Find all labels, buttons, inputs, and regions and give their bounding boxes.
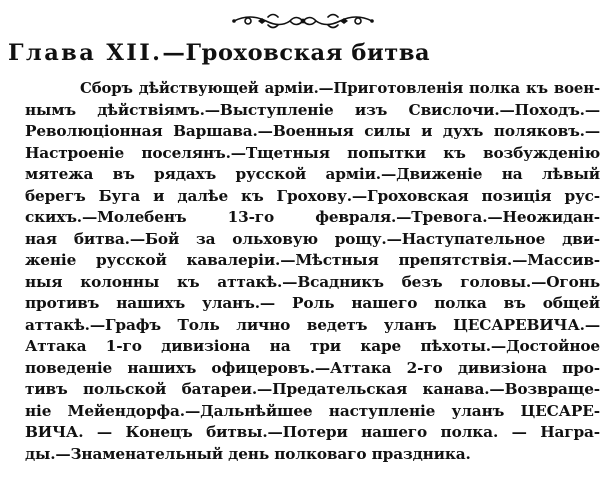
summary-line: противъ нашихъ уланъ.— Роль нашего полка въ общей: [25, 294, 600, 312]
decorative-ornament-icon: [228, 8, 378, 34]
summary-line: аттакѣ.—Графъ Толь лично ведетъ уланъ ЦЕСАРЕВИЧА.—: [25, 315, 600, 334]
chapter-label: Глава XII.: [8, 40, 163, 66]
summary-line: ныя колонны къ аттакѣ.—Всадникъ безъ головы.—Огонь: [25, 272, 600, 291]
chapter-heading: [8, 40, 598, 66]
summary-line: Настроенiе поселянъ.—Тщетныя попытки къ возбужденiю: [25, 143, 600, 162]
summary-line: ВИЧА. — Конецъ битвы.—Потери нашего полка. — Награ-: [25, 423, 600, 441]
summary-line: ды.—Знаменательный день полковаго праздника.: [25, 444, 471, 463]
chapter-summary: [25, 78, 600, 465]
summary-line: Сборъ дѣйствующей армiи.—Приготовленiя полка къ воен-: [80, 79, 600, 97]
summary-line: Аттака 1-го дивизiона на три каре пѣхоты.—Достойное: [25, 337, 600, 355]
summary-line: мятежа въ рядахъ русской армiи.—Движенiе на лѣвый: [25, 165, 600, 183]
summary-line: нiе Мейендорфа.—Дальнѣйшее наступленiе уланъ ЦЕСАРЕ-: [25, 401, 600, 420]
summary-line: скихъ.—Молебенъ 13-го февраля.—Тревога.—Неожидан-: [25, 208, 600, 226]
summary-line: тивъ польской батареи.—Предательская канава.—Возвраще-: [25, 380, 600, 398]
chapter-title-text: —Гроховская битва: [162, 40, 431, 66]
summary-line: ная битва.—Бой за ольховую рощу.—Наступательное дви-: [25, 229, 600, 248]
summary-line: нымъ дѣйствiямъ.—Выступленiе изъ Свислочи.—Походъ.—: [25, 100, 600, 119]
summary-line: женiе русской кавалерiи.—Мѣстныя препятствiя.—Массив-: [25, 251, 600, 269]
summary-line: Революцiонная Варшава.—Военныя силы и духъ поляковъ.—: [25, 122, 600, 140]
summary-line: поведенiе нашихъ офицеровъ.—Аттака 2-го дивизiона про-: [25, 358, 600, 377]
summary-line: берегъ Буга и далѣе къ Грохову.—Гроховская позицiя рус-: [25, 186, 600, 205]
